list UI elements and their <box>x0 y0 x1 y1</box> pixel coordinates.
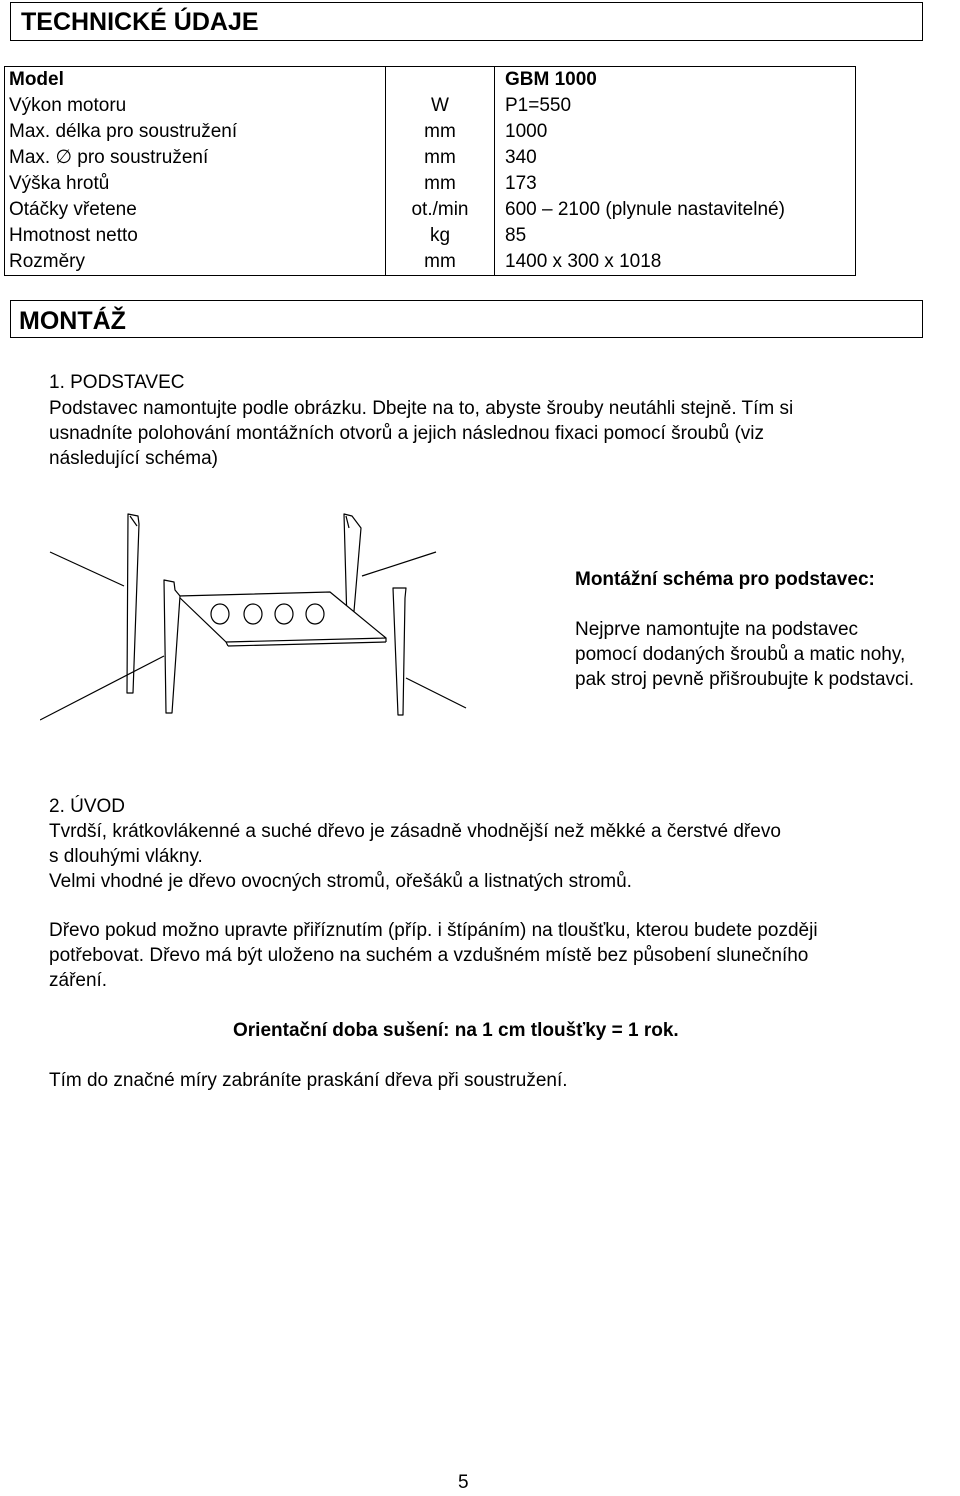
table-row <box>5 119 856 145</box>
spec-unit: mm <box>386 145 495 171</box>
spec-label: Výkon motoru <box>5 93 386 119</box>
spec-label: Otáčky vřetene <box>5 197 386 223</box>
spec-unit: kg <box>386 223 495 249</box>
spec-value: 1000 <box>495 119 856 145</box>
spec-label: Výška hrotů <box>5 171 386 197</box>
table-row <box>5 171 856 197</box>
spec-unit: mm <box>386 249 495 276</box>
spec-label: Hmotnost netto <box>5 223 386 249</box>
table-row <box>5 223 856 249</box>
spec-value: 1400 x 300 x 1018 <box>495 249 856 276</box>
section-2-line: Tvrdší, krátkovlákenné a suché dřevo je zásadně vhodnější než měkké a čerstvé dřevo <box>49 821 781 842</box>
spec-unit: W <box>386 93 495 119</box>
technical-data-heading <box>10 2 923 41</box>
table-row <box>5 249 856 276</box>
spec-value: P1=550 <box>495 93 856 119</box>
page-number: 5 <box>458 1472 469 1493</box>
spec-value: 173 <box>495 171 856 197</box>
scheme-line: pomocí dodaných šroubů a matic nohy, <box>575 644 906 665</box>
drying-time-note: Orientační doba sušení: na 1 cm tloušťky = 1 rok. <box>233 1020 679 1041</box>
stand-assembly-diagram <box>40 508 470 723</box>
section-1-line: následující schéma) <box>49 448 218 469</box>
spec-value: 340 <box>495 145 856 171</box>
assembly-title: MONTÁŽ <box>19 307 126 335</box>
section-1-line: usnadníte polohování montážních otvorů a jejich následnou fixaci pomocí šroubů (viz <box>49 423 765 444</box>
spec-label: Max. ∅ pro soustružení <box>5 145 386 171</box>
section-2-line: Velmi vhodné je dřevo ovocných stromů, ořešáků a listnatých stromů. <box>49 871 632 892</box>
spec-label: Max. délka pro soustružení <box>5 119 386 145</box>
spec-label: Model <box>5 67 386 94</box>
spec-unit: mm <box>386 171 495 197</box>
table-row <box>5 145 856 171</box>
technical-data-title: TECHNICKÉ ÚDAJE <box>21 8 259 36</box>
spec-unit <box>386 67 495 94</box>
section-2-line: s dlouhými vlákny. <box>49 846 203 867</box>
specs-table <box>4 66 856 276</box>
section-2-title: 2. ÚVOD <box>49 796 126 817</box>
section-2-line: záření. <box>49 970 108 991</box>
scheme-line: Nejprve namontujte na podstavec <box>575 619 859 640</box>
spec-value: 600 – 2100 (plynule nastavitelné) <box>495 197 856 223</box>
scheme-line: pak stroj pevně přišroubujte k podstavci. <box>575 669 915 690</box>
spec-value: 85 <box>495 223 856 249</box>
section-2-line: Dřevo pokud možno upravte přiříznutím (příp. i štípáním) na tloušťku, kterou budete později <box>49 920 818 941</box>
spec-value: GBM 1000 <box>495 67 856 94</box>
spec-label: Rozměry <box>5 249 386 276</box>
spec-unit: mm <box>386 119 495 145</box>
section-2-line: potřebovat. Dřevo má být uloženo na suchém a vzdušném místě bez působení slunečního <box>49 945 809 966</box>
spec-unit: ot./min <box>386 197 495 223</box>
section-1-title: 1. PODSTAVEC <box>49 372 185 393</box>
specs-header-row <box>5 67 856 94</box>
assembly-heading <box>10 300 923 338</box>
closing-line: Tím do značné míry zabráníte praskání dřeva při soustružení. <box>49 1070 568 1091</box>
table-row <box>5 93 856 119</box>
scheme-title: Montážní schéma pro podstavec: <box>575 569 875 590</box>
section-1-line: Podstavec namontujte podle obrázku. Dbejte na to, abyste šrouby neutáhli stejně. Tím si <box>49 398 794 419</box>
table-row <box>5 197 856 223</box>
